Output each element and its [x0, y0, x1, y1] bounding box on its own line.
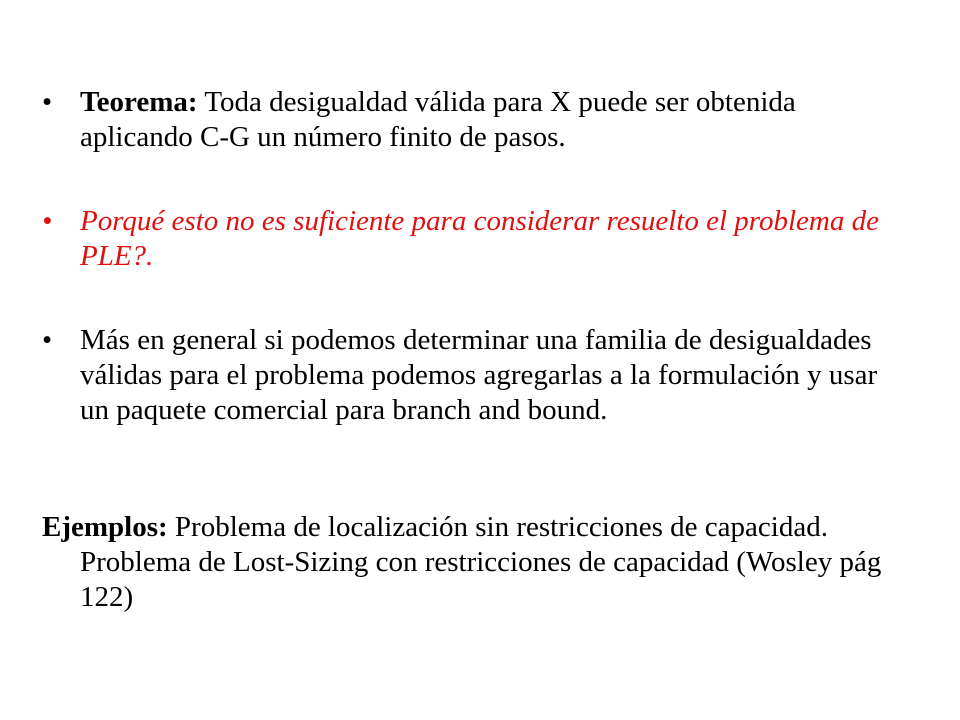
bullet-general: [42, 323, 882, 427]
bullet-marker: •: [42, 86, 53, 118]
question-text: Porqué esto no es suficiente para considerar resuelto el problema de PLE?.: [80, 205, 879, 272]
bullet-theorem: [42, 85, 882, 155]
general-text: Más en general si podemos determinar una familia de desigualdades válidas para el problema podemos agregarlas a la formulación y usar un paquete comercial para branch and bound.: [80, 324, 878, 426]
bullet-marker: •: [42, 205, 53, 237]
examples-text: Problema de localización sin restricciones de capacidad. Problema de Lost-Sizing con restricciones de capacidad (Wosley pág 122): [80, 511, 882, 613]
bullet-question: [42, 204, 882, 274]
bullet-marker: •: [42, 324, 53, 356]
theorem-statement: Toda desigualdad válida para X puede ser obtenida aplicando C-G un número finito de pasos.: [80, 86, 796, 153]
examples-paragraph: [42, 510, 920, 614]
examples-label: Ejemplos:: [42, 511, 168, 543]
bullet-theorem-text: [80, 85, 882, 155]
theorem-label: Teorema:: [80, 86, 198, 118]
